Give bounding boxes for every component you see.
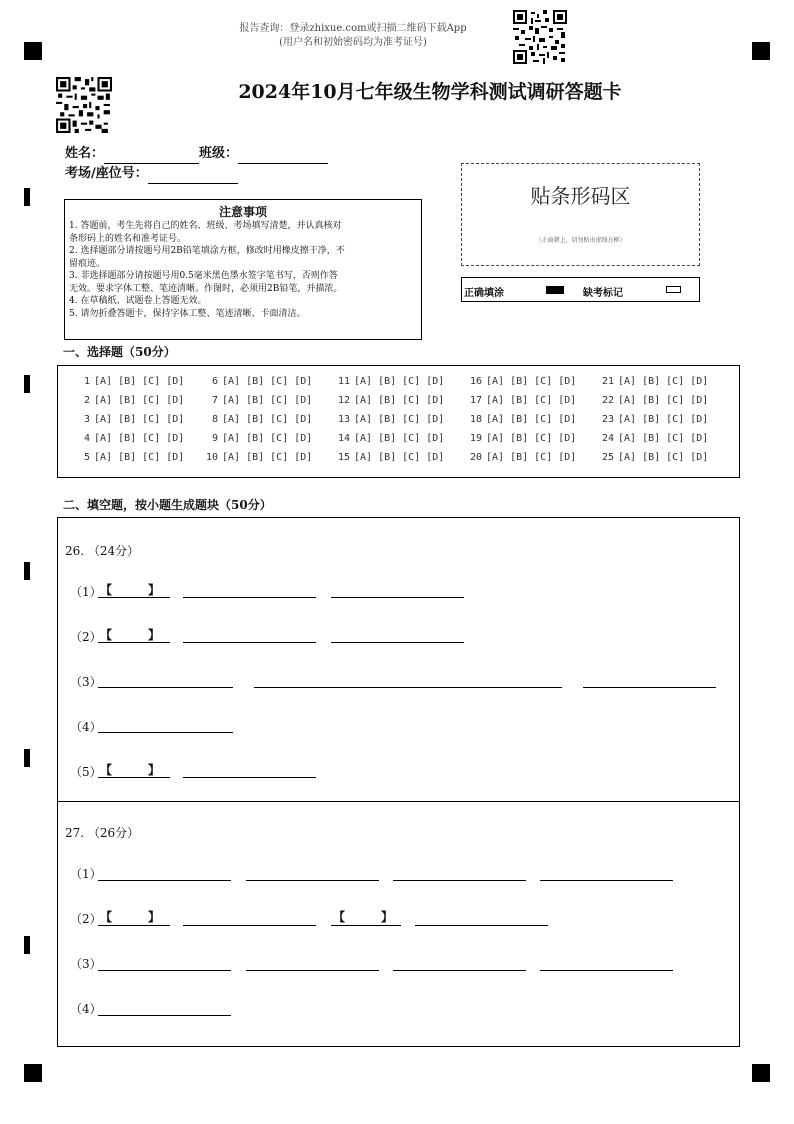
choice-options[interactable]: [A] [B] [C] [D] xyxy=(94,376,185,387)
choice-question-2 xyxy=(74,395,184,406)
choice-number: 2 xyxy=(83,395,90,406)
choice-options[interactable]: [A] [B] [C] [D] xyxy=(222,376,313,387)
choice-number: 11 xyxy=(337,376,350,387)
choice-options[interactable]: [A] [B] [C] [D] xyxy=(94,414,185,425)
choice-question-8 xyxy=(202,414,312,425)
q26-part5-blank-1[interactable] xyxy=(183,777,316,778)
choice-question-24 xyxy=(598,433,708,444)
q26-part4-label: （4） xyxy=(70,720,102,734)
q27-part2-choice-line-2[interactable] xyxy=(331,925,401,926)
notice-line: 3. 非选择题部分请按题号用0.5毫米黑色墨水签字笔书写，否则作答 xyxy=(69,271,338,281)
q26-part1-bracket: 【 】 xyxy=(100,583,161,597)
choice-question-18 xyxy=(466,414,576,425)
q27-part2-blank-1[interactable] xyxy=(183,925,316,926)
notice-line: 无效。要求字体工整、笔迹清晰。作图时，必须用2B铅笔，并描浓。 xyxy=(69,283,343,294)
corner-mark-bottom-right xyxy=(752,1064,770,1082)
q26-part3-blank-1[interactable] xyxy=(98,687,233,688)
question-26-title: 26. （24分） xyxy=(65,544,140,558)
choice-number: 20 xyxy=(469,452,482,463)
choice-options[interactable]: [A] [B] [C] [D] xyxy=(486,433,577,444)
choice-number: 1 xyxy=(83,376,90,387)
choice-options[interactable]: [A] [B] [C] [D] xyxy=(486,395,577,406)
section2-title: 二、填空题，按小题生成题块（50分） xyxy=(63,498,272,512)
timing-mark xyxy=(24,749,30,767)
choice-number: 19 xyxy=(469,433,482,444)
name-label: 姓名： xyxy=(65,146,105,161)
q27-part2-label: （2） xyxy=(70,912,102,926)
report-line-1: 报告查询：登录zhixue.com或扫描二维码下载App xyxy=(239,23,467,34)
section1-title: 一、选择题（50分） xyxy=(63,345,176,359)
choice-question-17 xyxy=(466,395,576,406)
choice-number: 5 xyxy=(83,452,90,463)
choice-options[interactable]: [A] [B] [C] [D] xyxy=(354,395,445,406)
choice-number: 18 xyxy=(469,414,482,425)
choice-number: 15 xyxy=(337,452,350,463)
class-field[interactable] xyxy=(238,149,328,164)
choice-options[interactable]: [A] [B] [C] [D] xyxy=(222,414,313,425)
choice-options[interactable]: [A] [B] [C] [D] xyxy=(354,452,445,463)
choice-number: 13 xyxy=(337,414,350,425)
notice-line: 4. 在草稿纸、试题卷上答题无效。 xyxy=(69,296,207,306)
choice-question-11 xyxy=(334,376,444,387)
q26-part1-label: （1） xyxy=(70,585,102,599)
choice-question-16 xyxy=(466,376,576,387)
notice-title: 注意事项 xyxy=(218,205,267,219)
choice-options[interactable]: [A] [B] [C] [D] xyxy=(618,395,709,406)
choice-number: 4 xyxy=(83,433,90,444)
barcode-area[interactable] xyxy=(461,163,700,266)
correct-fill-sample xyxy=(546,286,564,294)
choice-number: 23 xyxy=(601,414,614,425)
choice-options[interactable]: [A] [B] [C] [D] xyxy=(618,452,709,463)
choice-question-20 xyxy=(466,452,576,463)
student-qr-code-icon xyxy=(56,77,112,133)
corner-mark-top-left xyxy=(24,42,42,60)
choice-number: 16 xyxy=(469,376,482,387)
choice-number: 3 xyxy=(83,414,90,425)
notice-line: 5. 请勿折叠答题卡，保持字体工整、笔迹清晰、卡面清洁。 xyxy=(69,308,306,319)
room-seat-label: 考场/座位号： xyxy=(65,166,148,181)
choice-options[interactable]: [A] [B] [C] [D] xyxy=(618,433,709,444)
notice-line: 留痕迹。 xyxy=(69,258,106,269)
timing-mark xyxy=(24,936,30,954)
q27-part3-blank-1[interactable] xyxy=(98,970,231,971)
choice-options[interactable]: [A] [B] [C] [D] xyxy=(222,452,313,463)
app-qr-code-icon[interactable] xyxy=(513,10,567,64)
q26-part2-blank-1[interactable] xyxy=(183,642,316,643)
choice-options[interactable]: [A] [B] [C] [D] xyxy=(486,414,577,425)
choice-number: 17 xyxy=(469,395,482,406)
q26-part2-bracket: 【 】 xyxy=(100,628,161,642)
choice-number: 6 xyxy=(211,376,218,387)
correct-fill-label: 正确填涂 xyxy=(464,288,504,299)
choice-number: 14 xyxy=(337,433,350,444)
choice-question-5 xyxy=(74,452,184,463)
choice-options[interactable]: [A] [B] [C] [D] xyxy=(222,433,313,444)
q27-part2-choice-line-1[interactable] xyxy=(98,925,170,926)
q26-part2-choice-line[interactable] xyxy=(98,642,170,643)
choice-options[interactable]: [A] [B] [C] [D] xyxy=(222,395,313,406)
choice-options[interactable]: [A] [B] [C] [D] xyxy=(94,452,185,463)
notice-line: 1. 答题前，考生先将自己的姓名、班级、考场填写清楚，并认真核对 xyxy=(69,221,342,231)
q27-part1-blank-2[interactable] xyxy=(246,880,379,881)
report-line-2: (用户名和初始密码均为准考证号) xyxy=(279,37,427,48)
notice-box xyxy=(64,199,422,340)
choice-question-1 xyxy=(74,376,184,387)
choice-question-14 xyxy=(334,433,444,444)
choice-options[interactable]: [A] [B] [C] [D] xyxy=(94,433,185,444)
choice-options[interactable]: [A] [B] [C] [D] xyxy=(486,452,577,463)
choice-number: 21 xyxy=(601,376,614,387)
class-label: 班级： xyxy=(199,146,239,161)
choice-options[interactable]: [A] [B] [C] [D] xyxy=(354,433,445,444)
corner-mark-bottom-left xyxy=(24,1064,42,1082)
choice-question-23 xyxy=(598,414,708,425)
q27-part4-label: （4） xyxy=(70,1002,102,1016)
q26-part3-blank-2[interactable] xyxy=(254,687,562,688)
q26-part5-label: （5） xyxy=(70,765,102,779)
choice-question-10 xyxy=(202,452,312,463)
q27-part2-bracket-2: 【 】 xyxy=(333,910,394,924)
choice-question-4 xyxy=(74,433,184,444)
choice-number: 12 xyxy=(337,395,350,406)
notice-line: 2. 选择题部分请按题号用2B铅笔填涂方框，修改时用橡皮擦干净，不 xyxy=(69,246,345,256)
report-info xyxy=(218,22,488,50)
choice-options[interactable]: [A] [B] [C] [D] xyxy=(618,414,709,425)
choice-grid xyxy=(57,365,740,478)
choice-question-15 xyxy=(334,452,444,463)
choice-options[interactable]: [A] [B] [C] [D] xyxy=(354,414,445,425)
choice-number: 24 xyxy=(601,433,614,444)
choice-number: 9 xyxy=(211,433,218,444)
q27-part1-label: （1） xyxy=(70,867,102,881)
choice-question-19 xyxy=(466,433,576,444)
q26-part3-blank-3[interactable] xyxy=(583,687,716,688)
timing-mark xyxy=(24,562,30,580)
choice-question-3 xyxy=(74,414,184,425)
q27-part2-bracket-1: 【 】 xyxy=(100,910,161,924)
q26-part1-blank-2[interactable] xyxy=(331,597,464,598)
page-title: 2024年10月七年级生物学科测试调研答题卡 xyxy=(238,81,622,103)
choice-number: 22 xyxy=(601,395,614,406)
q27-part4-blank-1[interactable] xyxy=(98,1015,231,1016)
choice-question-6 xyxy=(202,376,312,387)
q27-part3-label: （3） xyxy=(70,957,102,971)
choice-question-7 xyxy=(202,395,312,406)
q26-part3-label: （3） xyxy=(70,675,102,689)
choice-question-25 xyxy=(598,452,708,463)
choice-number: 8 xyxy=(211,414,218,425)
q26-part2-label: （2） xyxy=(70,630,102,644)
choice-question-22 xyxy=(598,395,708,406)
question-26-block[interactable] xyxy=(57,517,740,802)
q27-part1-blank-4[interactable] xyxy=(540,880,673,881)
absent-mark-label: 缺考标记 xyxy=(583,288,623,299)
q26-part1-blank-1[interactable] xyxy=(183,597,316,598)
choice-options[interactable]: [A] [B] [C] [D] xyxy=(354,376,445,387)
barcode-hint: （正面朝上，切勿贴出虚线方框） xyxy=(535,237,626,244)
q27-part1-blank-1[interactable] xyxy=(98,880,231,881)
q26-part4-blank-1[interactable] xyxy=(98,732,233,733)
q26-part1-choice-line[interactable] xyxy=(98,597,170,598)
timing-mark xyxy=(24,188,30,206)
choice-number: 10 xyxy=(205,452,218,463)
choice-question-13 xyxy=(334,414,444,425)
choice-options[interactable]: [A] [B] [C] [D] xyxy=(618,376,709,387)
barcode-title: 贴条形码区 xyxy=(530,184,631,208)
notice-line: 条形码上的姓名和准考证号。 xyxy=(69,233,187,244)
timing-mark xyxy=(24,375,30,393)
fill-sample-box xyxy=(461,277,700,302)
corner-mark-top-right xyxy=(752,42,770,60)
q27-part3-blank-2[interactable] xyxy=(246,970,379,971)
choice-number: 25 xyxy=(601,452,614,463)
choice-question-9 xyxy=(202,433,312,444)
choice-number: 7 xyxy=(211,395,218,406)
q26-part2-blank-2[interactable] xyxy=(331,642,464,643)
name-field[interactable] xyxy=(104,149,199,164)
choice-question-12 xyxy=(334,395,444,406)
room-seat-field[interactable] xyxy=(148,169,238,184)
choice-options[interactable]: [A] [B] [C] [D] xyxy=(486,376,577,387)
question-27-title: 27. （26分） xyxy=(65,826,140,840)
q27-part1-blank-3[interactable] xyxy=(393,880,526,881)
question-27-block[interactable] xyxy=(57,801,740,1047)
q27-part3-blank-4[interactable] xyxy=(540,970,673,971)
q27-part3-blank-3[interactable] xyxy=(393,970,526,971)
choice-options[interactable]: [A] [B] [C] [D] xyxy=(94,395,185,406)
q26-part5-bracket: 【 】 xyxy=(100,763,161,777)
q26-part5-choice-line[interactable] xyxy=(98,777,170,778)
q27-part2-blank-2[interactable] xyxy=(415,925,548,926)
choice-question-21 xyxy=(598,376,708,387)
student-info xyxy=(65,144,328,184)
absent-mark-checkbox[interactable] xyxy=(666,286,681,293)
